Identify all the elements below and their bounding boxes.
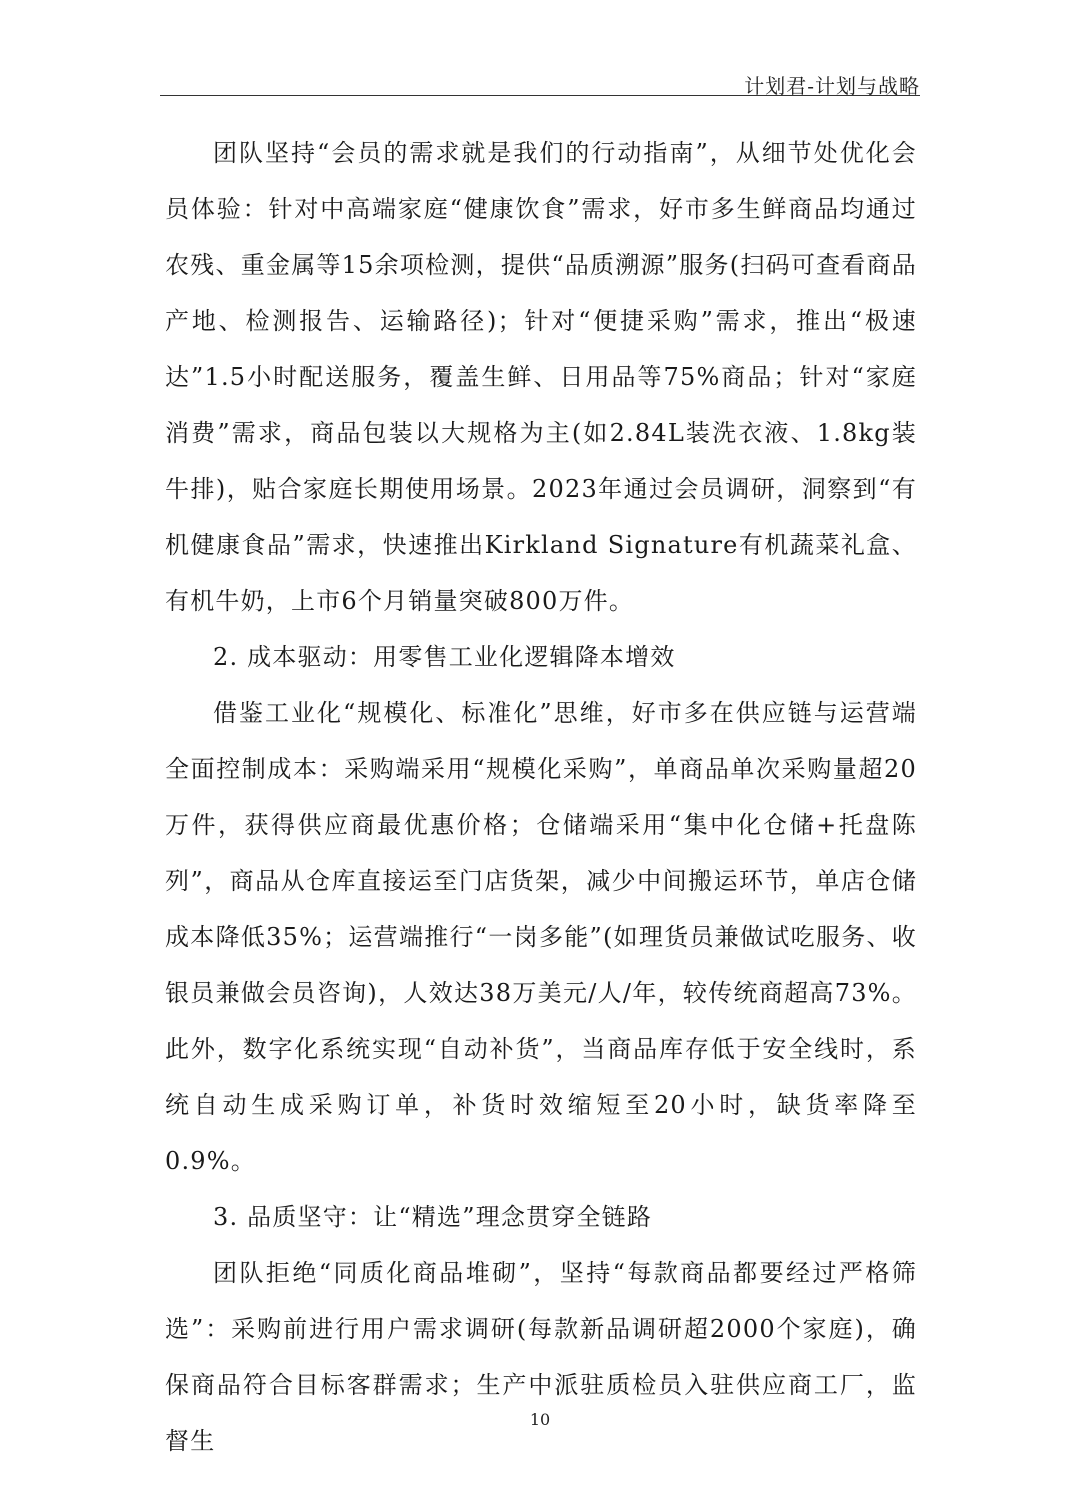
document-body [165,125,917,1469]
running-header: 计划君-计划与战略 [744,74,920,98]
paragraph-cost-control: 借鉴工业化“规模化、标准化”思维，好市多在供应链与运营端全面控制成本：采购端采用“规模化采购”，单商品单次采购量超20万件，获得供应商最优惠价格；仓储端采用“集中化仓储+托盘陈列”，商品从仓库直接运至门店货架，减少中间搬运环节，单店仓储成本降低35%；运营端推行“一岗多能”(如理货员兼做试吃服务、收银员兼做会员咨询)，人效达38万美元/人/年，较传统商超高73%。此外，数字化系统实现“自动补货”，当商品库存低于安全线时，系统自动生成采购订单，补货时效缩短至20小时，缺货率降至0.9%。 [165,699,917,1175]
header-divider [160,95,920,96]
page-number: 10 [529,1410,551,1429]
section-heading-cost-driven: 2. 成本驱动：用零售工业化逻辑降本增效 [213,643,676,671]
section-heading-quality: 3. 品质坚守：让“精选”理念贯穿全链路 [213,1203,653,1231]
paragraph-quality-selection: 团队拒绝“同质化商品堆砌”，坚持“每款商品都要经过严格筛选”：采购前进行用户需求调研(每款新品调研超2000个家庭)，确保商品符合目标客群需求；生产中派驻质检员入驻供应商工厂，监督生 [165,1259,917,1455]
paragraph-member-experience: 团队坚持“会员的需求就是我们的行动指南”，从细节处优化会员体验：针对中高端家庭“健康饮食”需求，好市多生鲜商品均通过农残、重金属等15余项检测，提供“品质溯源”服务(扫码可查看商品产地、检测报告、运输路径)；针对“便捷采购”需求，推出“极速达”1.5小时配送服务，覆盖生鲜、日用品等75%商品；针对“家庭消费”需求，商品包装以大规格为主(如2.84L装洗衣液、1.8kg装牛排)，贴合家庭长期使用场景。2023年通过会员调研，洞察到“有机健康食品”需求，快速推出Kirkland Signature有机蔬菜礼盒、有机牛奶，上市6个月销量突破800万件。 [165,139,917,615]
